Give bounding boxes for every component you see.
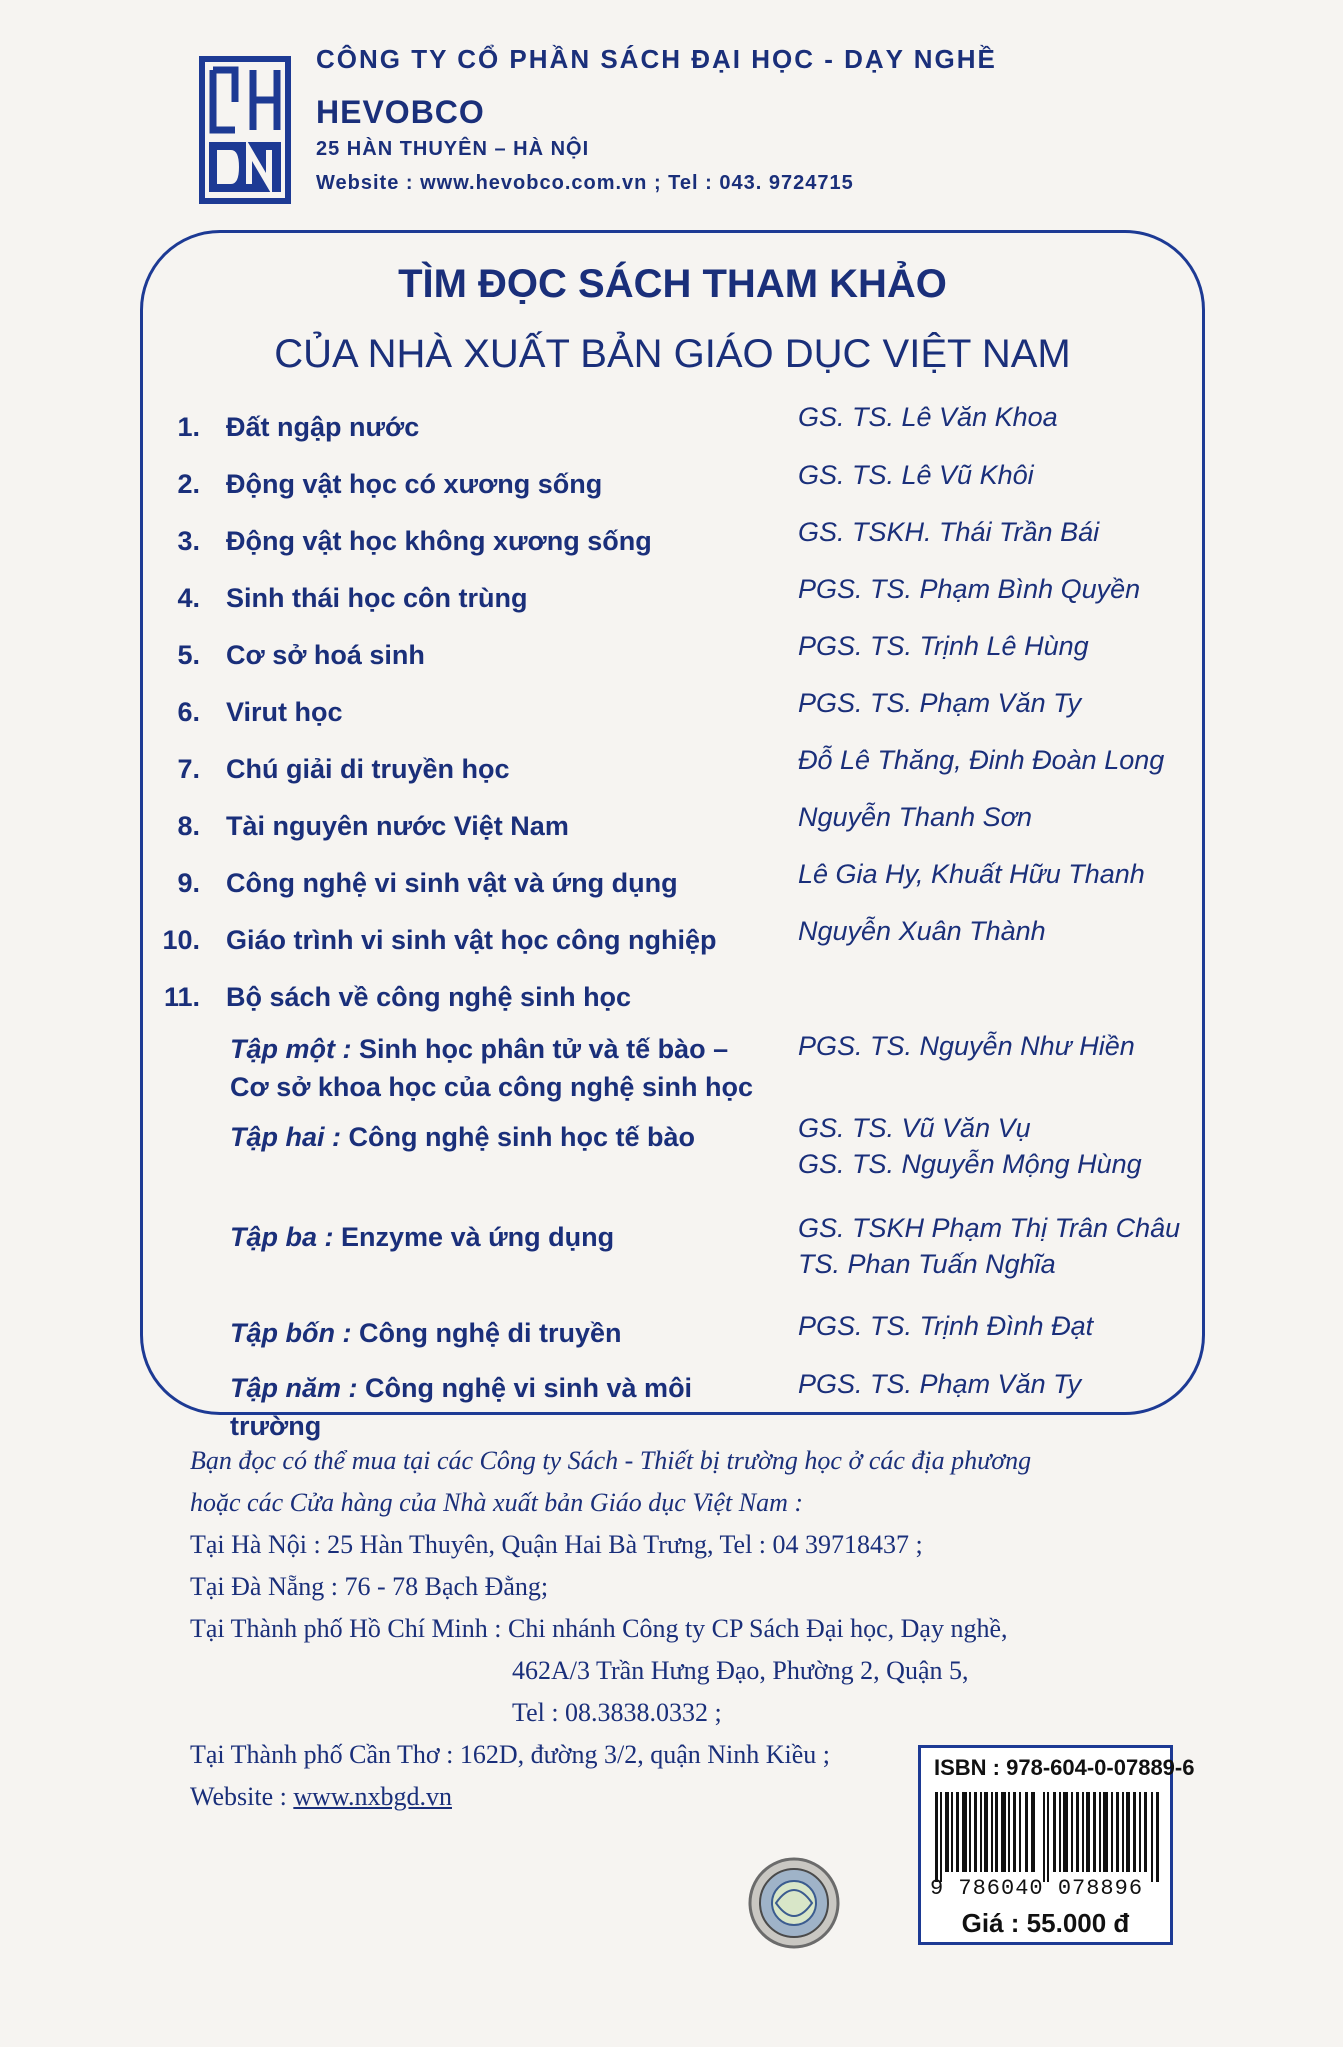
book-author: Lê Gia Hy, Khuất Hữu Thanh xyxy=(798,859,1145,889)
volume-entry xyxy=(230,1030,770,1106)
website-label: Website : xyxy=(190,1782,287,1811)
book-number: 6. xyxy=(177,697,200,727)
book-author: GS. TSKH. Thái Trần Bái xyxy=(798,517,1100,547)
book-number: 5. xyxy=(177,640,200,670)
book-number: 7. xyxy=(177,754,200,784)
book-author: Nguyễn Thanh Sơn xyxy=(798,802,1032,832)
volume-author: GS. TS. Nguyễn Mộng Hùng xyxy=(798,1149,1142,1179)
footer-cantho: Tại Thành phố Cần Thơ : 162D, đường 3/2, quận Ninh Kiều ; xyxy=(190,1740,831,1769)
book-number: 8. xyxy=(177,811,200,841)
footer-hanoi: Tại Hà Nội : 25 Hàn Thuyên, Quận Hai Bà Trưng, Tel : 04 39718437 ; xyxy=(190,1530,923,1559)
book-title: Chú giải di truyền học xyxy=(226,754,510,784)
volume-author: GS. TS. Vũ Văn Vụ xyxy=(798,1113,1031,1143)
volume-author: PGS. TS. Nguyễn Như Hiền xyxy=(798,1031,1135,1061)
volume-authors xyxy=(798,1028,1135,1064)
book-title: Bộ sách về công nghệ sinh học xyxy=(226,982,632,1012)
volume-author: TS. Phan Tuấn Nghĩa xyxy=(798,1249,1056,1279)
footer-hcm-line1: Tại Thành phố Hồ Chí Minh : Chi nhánh Công ty CP Sách Đại học, Dạy nghề, xyxy=(190,1614,1008,1643)
book-title: Giáo trình vi sinh vật học công nghiệp xyxy=(226,925,717,955)
volume-authors xyxy=(798,1308,1093,1344)
footer-intro-line2: hoặc các Cửa hàng của Nhà xuất bản Giáo dục Việt Nam : xyxy=(190,1488,804,1517)
footer-website xyxy=(190,1782,452,1812)
book-title: Đất ngập nước xyxy=(226,412,420,442)
publisher-logo xyxy=(199,56,291,204)
book-list-title: TÌM ĐỌC SÁCH THAM KHẢO xyxy=(398,262,947,306)
publisher-short-name: HEVOBCO xyxy=(316,94,485,130)
volume-authors xyxy=(798,1366,1081,1402)
book-title: Cơ sở hoá sinh xyxy=(226,640,425,670)
barcode-digits: 9 786040 078896 xyxy=(930,1876,1144,1901)
volume-title: Công nghệ sinh học tế bào xyxy=(348,1122,696,1152)
volume-title: Enzyme và ứng dụng xyxy=(341,1222,615,1252)
book-number: 2. xyxy=(177,469,200,499)
book-title: Sinh thái học côn trùng xyxy=(226,583,528,613)
book-title: Động vật học không xương sống xyxy=(226,526,652,556)
volume-authors xyxy=(798,1210,1180,1282)
book-number: 3. xyxy=(177,526,200,556)
logo-glyph xyxy=(205,62,285,198)
volume-title: Công nghệ vi sinh và môi trường xyxy=(230,1373,693,1441)
book-author: GS. TS. Lê Văn Khoa xyxy=(798,402,1058,432)
book-number: 10. xyxy=(162,925,200,955)
volume-entry xyxy=(230,1369,770,1445)
isbn-label: ISBN : 978-604-0-07889-6 xyxy=(934,1755,1195,1780)
volume-entry xyxy=(230,1314,770,1352)
volume-label: Tập năm : xyxy=(230,1373,358,1403)
book-number: 1. xyxy=(177,412,200,442)
book-list-subtitle: CỦA NHÀ XUẤT BẢN GIÁO DỤC VIỆT NAM xyxy=(274,332,1071,376)
book-title: Công nghệ vi sinh vật và ứng dụng xyxy=(226,868,678,898)
book-author: GS. TS. Lê Vũ Khôi xyxy=(798,460,1034,490)
price-label: Giá : 55.000 đ xyxy=(961,1908,1130,1938)
volume-label: Tập hai : xyxy=(230,1122,342,1152)
volume-label: Tập ba : xyxy=(230,1222,334,1252)
book-author: Đỗ Lê Thăng, Đinh Đoàn Long xyxy=(798,745,1165,775)
book-author: PGS. TS. Phạm Văn Ty xyxy=(798,688,1082,718)
volume-label: Tập bốn : xyxy=(230,1318,352,1348)
publisher-address: 25 HÀN THUYÊN – HÀ NỘI xyxy=(316,138,590,160)
website-link[interactable]: www.nxbgd.vn xyxy=(293,1782,452,1811)
book-title: Động vật học có xương sống xyxy=(226,469,603,499)
book-author: Nguyễn Xuân Thành xyxy=(798,916,1046,946)
barcode-icon xyxy=(935,1792,1160,1882)
hologram-seal-icon xyxy=(746,1855,842,1951)
volume-author: GS. TSKH Phạm Thị Trân Châu xyxy=(798,1213,1181,1243)
book-number: 4. xyxy=(177,583,200,613)
footer-intro-line1: Bạn đọc có thể mua tại các Công ty Sách - Thiết bị trường học ở các địa phương xyxy=(190,1446,1032,1475)
book-title: Tài nguyên nước Việt Nam xyxy=(226,811,569,841)
volume-authors xyxy=(798,1110,1142,1182)
book-author: PGS. TS. Phạm Bình Quyền xyxy=(798,574,1141,604)
footer-hcm-line2: 462A/3 Trần Hưng Đạo, Phường 2, Quận 5, xyxy=(512,1656,969,1685)
book-title: Virut học xyxy=(226,697,343,727)
footer-hcm-line3: Tel : 08.3838.0332 ; xyxy=(512,1698,722,1727)
volume-title: Sinh học phân tử và tế bào – Cơ sở khoa học của công nghệ sinh học xyxy=(230,1034,753,1102)
book-number: 11. xyxy=(163,982,200,1012)
volume-label: Tập một : xyxy=(230,1034,352,1064)
publisher-contact: Website : www.hevobco.com.vn ; Tel : 043. 9724715 xyxy=(316,172,854,194)
publisher-name: CÔNG TY CỔ PHẦN SÁCH ĐẠI HỌC - DẠY NGHỀ xyxy=(316,44,997,74)
volume-author: PGS. TS. Phạm Văn Ty xyxy=(798,1369,1082,1399)
volume-title: Công nghệ di truyền xyxy=(359,1318,622,1348)
volume-entry xyxy=(230,1218,770,1256)
book-number: 9. xyxy=(177,868,200,898)
volume-entry xyxy=(230,1118,770,1156)
footer-danang: Tại Đà Nẵng : 76 - 78 Bạch Đằng; xyxy=(190,1572,549,1601)
volume-author: PGS. TS. Trịnh Đình Đạt xyxy=(798,1311,1094,1341)
book-author: PGS. TS. Trịnh Lê Hùng xyxy=(798,631,1089,661)
